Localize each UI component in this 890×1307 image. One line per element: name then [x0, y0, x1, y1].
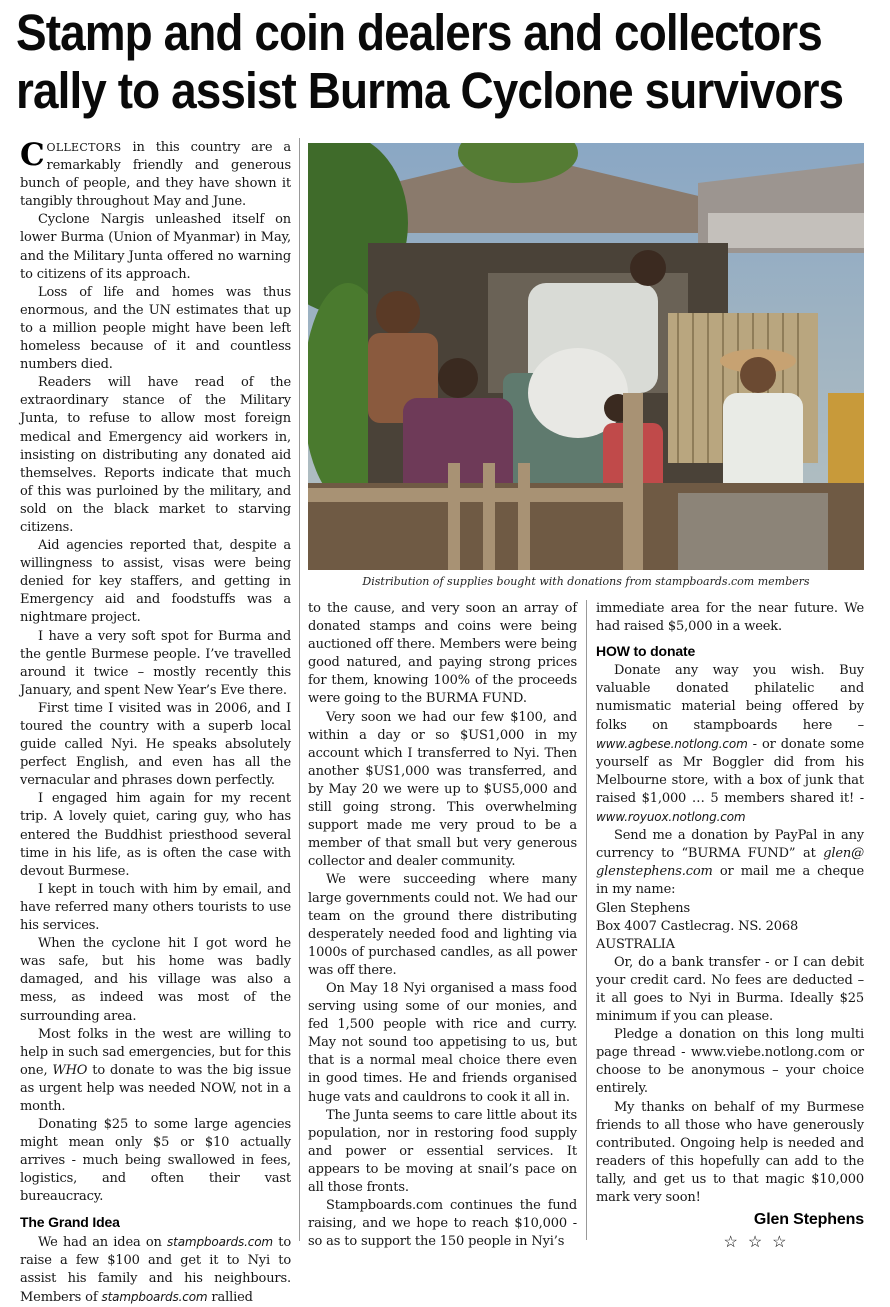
paragraph — [20, 139, 291, 211]
paragraph: Or, do a bank transfer - or I can debit your credit card. No fees are deducted – it all goes to Nyi in Burma. Ideally $25 minimum if you can please. — [596, 954, 864, 1025]
drop-cap: C — [20, 137, 45, 173]
paragraph-text: Send me a donation by PayPal in any currency to “BURMA FUND” at — [596, 828, 864, 862]
author-signature: Glen Stephens — [753, 1211, 864, 1229]
paragraph-text: or mail me a cheque in my name: — [596, 864, 864, 898]
address-line: Box 4007 Castlecrag. NS. 2068 — [596, 918, 799, 934]
site-link[interactable]: stampboards.com — [167, 1234, 273, 1249]
paragraph — [20, 1026, 291, 1116]
paragraph-text: in this country are a remarkably friendly and generous bunch of people, and they have shown it tangibly throughout May and June. — [20, 140, 291, 210]
site-link[interactable]: www.royuox.notlong.com — [596, 810, 746, 825]
mailing-address — [596, 900, 864, 954]
address-line: Glen Stephens — [596, 900, 691, 916]
headline — [16, 4, 874, 120]
paragraph — [596, 827, 864, 899]
emphasis: WHO — [52, 1062, 88, 1078]
paragraph: On May 18 Nyi organised a mass food serving using some of our monies, and fed 1,500 people with rice and curry. May not sound too appetising to us, but that is a normal meal choice there even in good times. He and friends organised huge vats and cauldrons to cook it all in. — [308, 980, 577, 1105]
paragraph: Pledge a donation on this long multi page thread - www.viebe.notlong.com or choose to be anonymous – your choice entirely. — [596, 1027, 864, 1097]
site-link[interactable]: stampboards.com — [101, 1289, 208, 1304]
headline-line-2: rally to assist Burma Cyclone survivors — [16, 62, 844, 119]
paragraph: I have a very soft spot for Burma and the gentle Burmese people. I’ve travelled around it twice – mostly recently this January, and spent New Year’s Eve there. — [20, 628, 291, 698]
paragraph: First time I visited was in 2006, and I toured the country with a superb local guide called Nyi. He speaks absolutely perfect English, and even has all the vernacular and phrases down perfectly. — [20, 700, 291, 789]
paragraph: We were succeeding where many large governments could not. We had our team on the ground there distributing desperately needed food and lighting via 1000s of purchased candles, as all power was off there. — [308, 872, 577, 978]
paragraph: My thanks on behalf of my Burmese friends to all those who have generously contributed. Ongoing help is needed and readers of this hopefully can add to the tally, and get us to that magic $10,000 mark very soon! — [596, 1099, 864, 1205]
photo-illustration — [308, 143, 864, 570]
paragraph: Aid agencies reported that, despite a willingness to assist, visas were being denied for key staffers, and getting in Emergency aid and foodstuffs was a nightmare project. — [20, 538, 291, 626]
headline-line-1: Stamp and coin dealers and collectors — [16, 4, 822, 61]
paragraph-text: rallied — [207, 1289, 253, 1305]
section-heading: The Grand Idea — [20, 1213, 120, 1230]
paragraph: The Junta seems to care little about its population, nor in restoring food supply and power or essential services. It appears to be moving at snail’s pace on all those fronts. — [308, 1107, 577, 1195]
small-caps-lead: OLLECTORS — [46, 141, 122, 154]
column-divider-1 — [299, 138, 300, 1241]
paragraph-text: to donate to was the big issue as urgent help was needed NOW, not in a month. — [20, 1062, 291, 1114]
paragraph: immediate area for the near future. We had raised $5,000 in a week. — [596, 601, 864, 635]
paragraph-text: Most folks in the west are willing to help in such sad emergencies, but for this one, — [20, 1026, 291, 1078]
paragraph — [596, 662, 864, 827]
end-stars: ☆☆☆ — [723, 1232, 797, 1252]
email-link[interactable]: glen@ glenstephens.com — [596, 846, 864, 880]
paragraph: I kept in touch with him by email, and have referred many others tourists to use his services. — [20, 881, 291, 934]
paragraph: I engaged him again for my recent trip. A lovely quiet, caring guy, who has entered the Buddhist priesthood several time in his life, as is often the case with devout Burmese. — [20, 791, 291, 879]
paragraph: Donating $25 to some large agencies might mean only $5 or $10 actually arrives - much being swallowed in fees, logistics, and often their vast bureaucracy. — [20, 1117, 291, 1205]
paragraph: Stampboards.com continues the fund raising, and we hope to reach $10,000 - so as to support the 150 people in Nyi’s — [308, 1198, 577, 1250]
section-heading: HOW to donate — [596, 643, 696, 660]
paragraph — [20, 1233, 291, 1307]
article-column-3 — [596, 600, 864, 1251]
article-photo — [308, 143, 864, 570]
paragraph-text: - or donate some yourself as Mr Boggler did from his Melbourne store, with a box of junk that raised $1,000 … 5 members shared it! - — [596, 736, 864, 806]
photo-caption: Distribution of supplies bought with donations from stampboards.com members — [362, 575, 810, 588]
paragraph: Cyclone Nargis unleashed itself on lower Burma (Union of Myanmar) in May, and the Military Junta offered no warning to citizens of its approach. — [20, 212, 291, 282]
paragraph: Loss of life and homes was thus enormous, and the UN estimates that up to a million people might have been left homeless because of it and countless numbers died. — [20, 284, 291, 373]
paragraph: Very soon we had our few $100, and within a day or so $US1,000 in my account which I transferred to Nyi. Then another $US1,000 was transferred, and by May 20 we were up to $US5,000 and still going strong. This overwhelming support made me very proud to be a member of that small but very generous collector and dealer community. — [308, 709, 577, 870]
column-divider-2 — [586, 600, 587, 1240]
paragraph: When the cyclone hit I got word he was safe, but his home was badly damaged, and his village was also a mess, as indeed was most of the surrounding area. — [20, 936, 291, 1024]
article-column-1 — [20, 139, 291, 1307]
site-link[interactable]: www.agbese.notlong.com — [596, 736, 748, 751]
paragraph-text: We had an idea on — [38, 1234, 168, 1250]
paragraph-text: to raise a few $100 and get it to Nyi to assist his family and his neighbours. Members of — [20, 1234, 291, 1305]
article-column-2 — [308, 600, 577, 1251]
address-line: AUSTRALIA — [596, 936, 675, 952]
paragraph: Readers will have read of the extraordinary stance of the Military Junta, to refuse to allow most foreign medical and Emergency aid workers in, insisting on distributing any donated aid themselves. Reports indicate that much of this was purloined by the military, and sold on the black market to starving citizens. — [20, 375, 291, 535]
paragraph: to the cause, and very soon an array of donated stamps and coins were being auctioned off there. Members were being good natured, and paying strong prices for them, knowing 100% of the proceeds were going to the BURMA FUND. — [308, 601, 577, 707]
paragraph-text: Donate any way you wish. Buy valuable donated philatelic and numismatic material being offered by folks on stampboards here – — [596, 663, 864, 733]
